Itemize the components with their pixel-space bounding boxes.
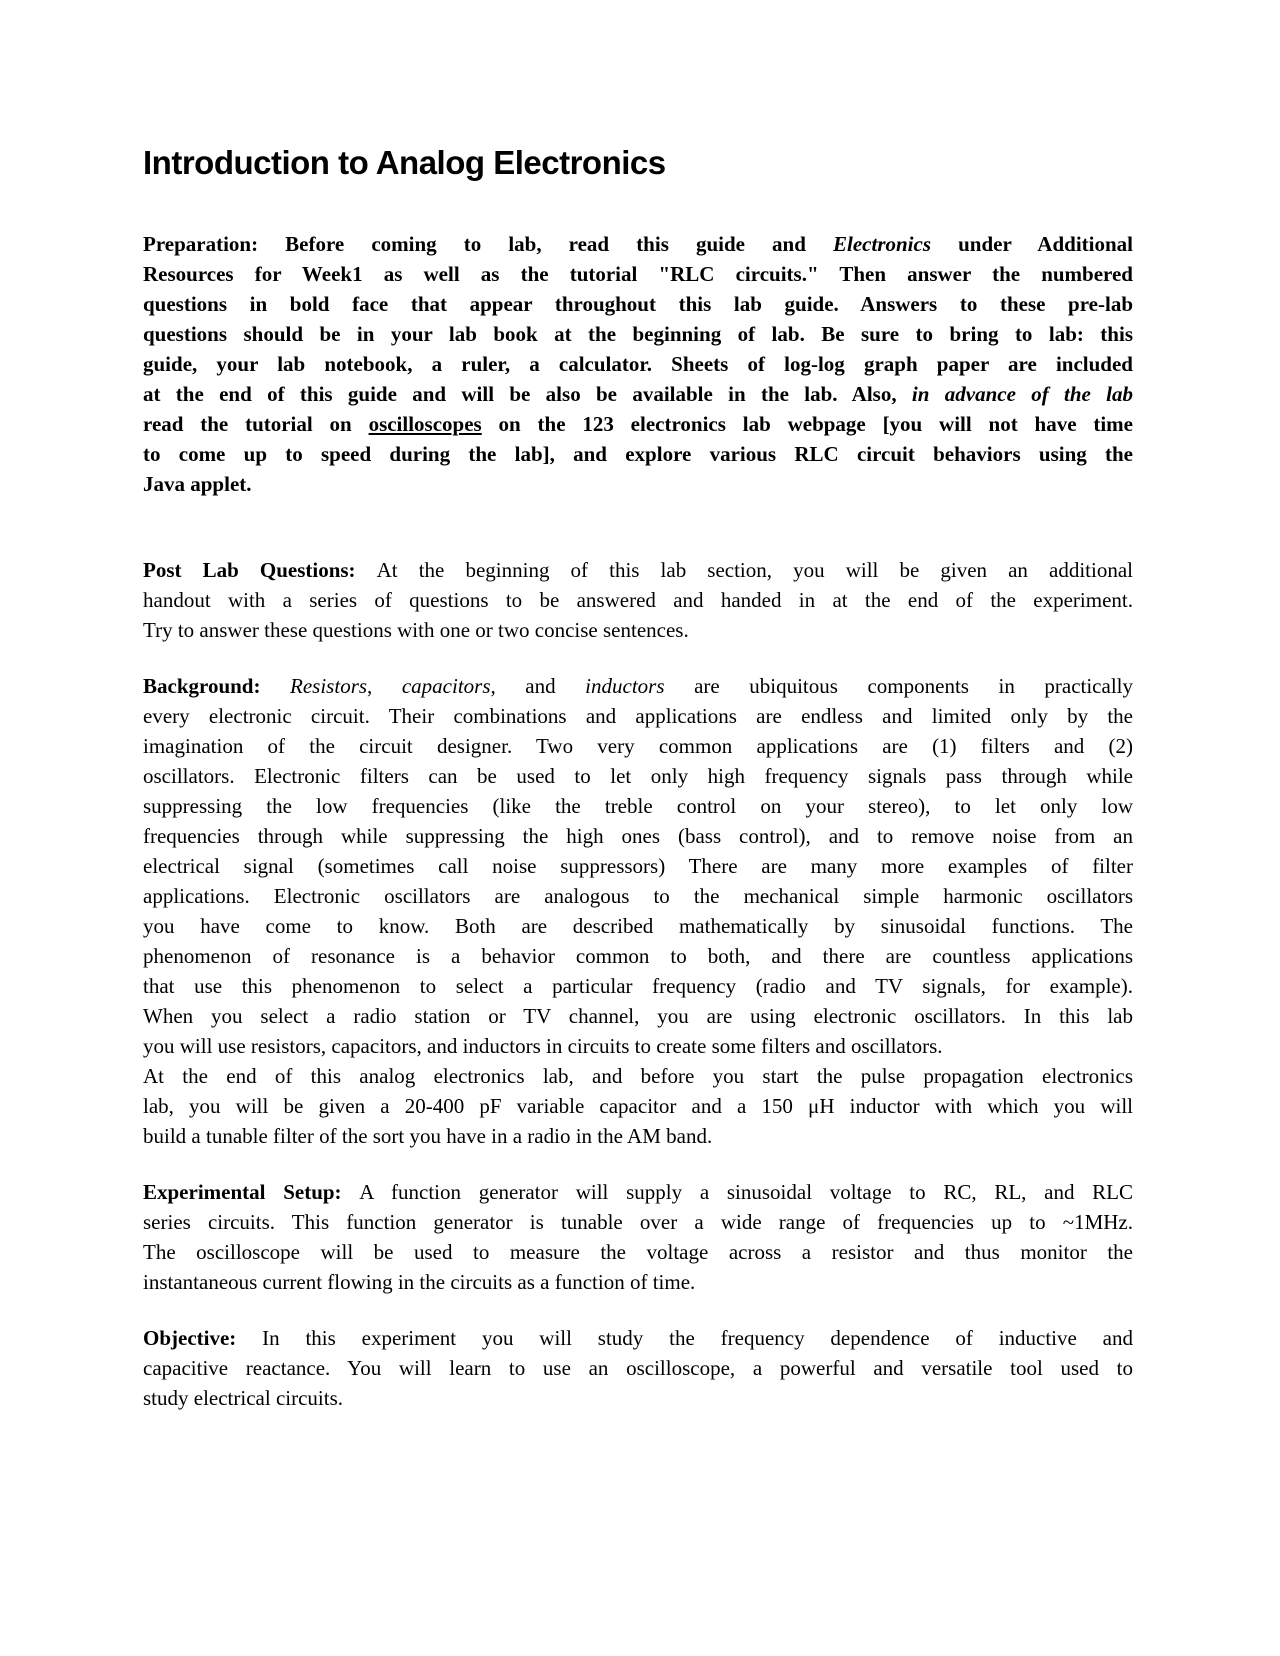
paragraph-preparation — [143, 229, 1133, 499]
text-line — [143, 1121, 1133, 1151]
text-line — [143, 1061, 1133, 1091]
text-run: Post Lab Questions: — [143, 558, 377, 582]
paragraph-background — [143, 671, 1133, 1061]
text-run: at the end of this guide and will be also be available in the lab. Also, — [143, 382, 912, 406]
text-run: frequencies through while suppressing the high ones (bass control), and to remove noise from an — [143, 824, 1133, 848]
text-run: oscillators. Electronic filters can be used to let only high frequency signals pass through while — [143, 764, 1133, 788]
text-run: suppressing the low frequencies (like the treble control on your stereo), to let only low — [143, 794, 1133, 818]
text-line — [143, 349, 1133, 379]
text-line — [143, 379, 1133, 409]
text-line — [143, 1353, 1133, 1383]
text-line — [143, 1323, 1133, 1353]
text-line — [143, 229, 1133, 259]
text-line — [143, 851, 1133, 881]
text-line — [143, 941, 1133, 971]
text-line — [143, 1383, 1133, 1413]
text-run: At the beginning of this lab section, you will be given an additional — [376, 558, 1133, 582]
text-line — [143, 585, 1133, 615]
text-run: Objective: — [143, 1326, 263, 1350]
text-run: Electronics — [833, 232, 931, 256]
text-line — [143, 761, 1133, 791]
text-run: handout with a series of questions to be answered and handed in at the end of the experiment. — [143, 588, 1133, 612]
text-run: you will use resistors, capacitors, and inductors in circuits to create some filters and oscillators. — [143, 1034, 943, 1058]
text-line — [143, 1237, 1133, 1267]
text-run: imagination of the circuit designer. Two very common applications are (1) filters and (2) — [143, 734, 1133, 758]
document-content — [143, 143, 1133, 1413]
text-line — [143, 409, 1133, 439]
text-run: Resources for Week1 as well as the tutorial "RLC circuits." Then answer the numbered — [143, 262, 1133, 286]
text-line — [143, 731, 1133, 761]
text-run: you have come to know. Both are described mathematically by sinusoidal functions. The — [143, 914, 1133, 938]
text-line — [143, 911, 1133, 941]
text-run: under Additional — [931, 232, 1134, 256]
text-line — [143, 671, 1133, 701]
underlined-text: oscilloscopes — [368, 412, 482, 436]
paragraph-objective — [143, 1323, 1133, 1413]
text-run: inductors — [585, 674, 665, 698]
text-run: When you select a radio station or TV channel, you are using electronic oscillators. In this lab — [143, 1004, 1133, 1028]
text-run: In this experiment you will study the frequency dependence of inductive and — [262, 1326, 1134, 1350]
text-line — [143, 439, 1133, 469]
text-run: phenomenon of resonance is a behavior common to both, and there are countless applications — [143, 944, 1133, 968]
text-line — [143, 289, 1133, 319]
text-run: read the tutorial on — [143, 412, 369, 436]
text-run: to come up to speed during the lab], and explore various RLC circuit behaviors using the — [143, 442, 1133, 466]
text-run: series circuits. This function generator is tunable over a wide range of frequencies up to ~1MHz. — [143, 1210, 1133, 1234]
text-line — [143, 1207, 1133, 1237]
text-run: Java applet. — [143, 472, 252, 496]
text-run: electrical signal (sometimes call noise suppressors) There are many more examples of filter — [143, 854, 1133, 878]
text-line — [143, 469, 1133, 499]
text-run: questions in bold face that appear throughout this lab guide. Answers to these pre-lab — [143, 292, 1133, 316]
text-run: At the end of this analog electronics lab, and before you start the pulse propagation electronics — [143, 1064, 1133, 1088]
text-line — [143, 821, 1133, 851]
text-line — [143, 881, 1133, 911]
text-run: capacitors — [401, 674, 491, 698]
paragraph-post-lab-questions — [143, 555, 1133, 645]
text-line — [143, 555, 1133, 585]
text-line — [143, 1267, 1133, 1297]
text-line — [143, 701, 1133, 731]
text-run: are ubiquitous components in practically — [664, 674, 1133, 698]
text-run: Try to answer these questions with one or two concise sentences. — [143, 618, 689, 642]
paragraph-experimental-setup — [143, 1177, 1133, 1297]
text-run: Background: — [143, 674, 291, 698]
text-run: on the 123 electronics lab webpage [you will not have time — [481, 412, 1133, 436]
text-run: that use this phenomenon to select a particular frequency (radio and TV signals, for example). — [143, 974, 1133, 998]
document-body — [143, 229, 1133, 1413]
text-run: questions should be in your lab book at the beginning of lab. Be sure to bring to lab: this — [143, 322, 1133, 346]
text-line — [143, 1001, 1133, 1031]
text-run: applications. Electronic oscillators are analogous to the mechanical simple harmonic oscillators — [143, 884, 1133, 908]
text-line — [143, 1031, 1133, 1061]
text-run: Preparation: Before coming to lab, read this guide and — [143, 232, 833, 256]
text-line — [143, 615, 1133, 645]
text-run: , and — [490, 674, 586, 698]
text-run: in advance of the lab — [911, 382, 1133, 406]
text-line — [143, 971, 1133, 1001]
text-line — [143, 791, 1133, 821]
text-run: Resistors — [290, 674, 368, 698]
text-run: guide, your lab notebook, a ruler, a calculator. Sheets of log-log graph paper are included — [143, 352, 1133, 376]
text-run: Experimental Setup: — [143, 1180, 360, 1204]
text-run: The oscilloscope will be used to measure the voltage across a resistor and thus monitor the — [143, 1240, 1133, 1264]
text-run: capacitive reactance. You will learn to use an oscilloscope, a powerful and versatile tool used to — [143, 1356, 1133, 1380]
text-line — [143, 1177, 1133, 1207]
text-run: lab, you will be given a 20-400 pF variable capacitor and a 150 μH inductor with which you will — [143, 1094, 1133, 1118]
text-line — [143, 259, 1133, 289]
text-run: study electrical circuits. — [143, 1386, 344, 1410]
text-run: build a tunable filter of the sort you have in a radio in the AM band. — [143, 1124, 713, 1148]
page-title: Introduction to Analog Electronics — [143, 144, 666, 181]
text-line — [143, 1091, 1133, 1121]
text-run: , — [367, 674, 402, 698]
text-run: instantaneous current flowing in the circuits as a function of time. — [143, 1270, 696, 1294]
text-line — [143, 319, 1133, 349]
text-run: A function generator will supply a sinusoidal voltage to RC, RL, and RLC — [359, 1180, 1134, 1204]
paragraph-background-continued — [143, 1061, 1133, 1151]
text-run: every electronic circuit. Their combinations and applications are endless and limited only by the — [143, 704, 1133, 728]
